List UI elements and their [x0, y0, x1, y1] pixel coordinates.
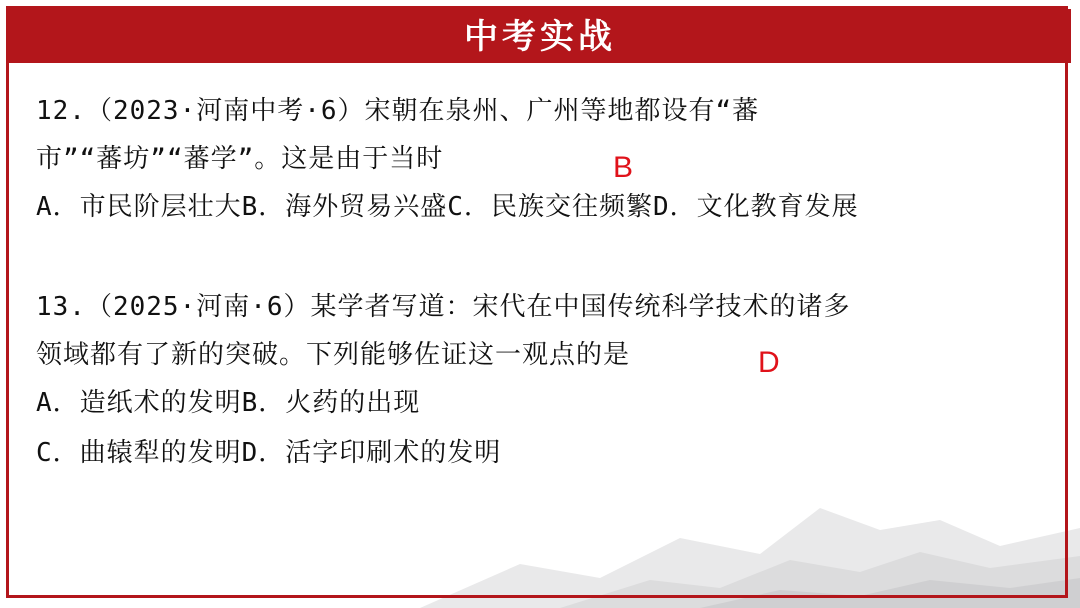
question-13-options-2: C．曲辕犁的发明D．活字印刷术的发明 [36, 438, 502, 468]
question-13-options-1: A．造纸术的发明B．火药的出现 [36, 388, 421, 418]
question-12-options: A．市民阶层壮大B．海外贸易兴盛C．民族交往频繁D．文化教育发展 [36, 192, 859, 222]
question-12-answer: B [613, 151, 634, 184]
question-13-answer: D [758, 346, 780, 379]
question-13-line-2: 领域都有了新的突破。下列能够佐证这一观点的是 [36, 340, 631, 370]
question-12-line-1: 12.（2023·河南中考·6）宋朝在泉州、广州等地都设有“蕃 [36, 96, 760, 126]
title-bar [9, 9, 1071, 63]
question-13-line-1: 13.（2025·河南·6）某学者写道：宋代在中国传统科学技术的诸多 [36, 292, 851, 322]
question-12-line-2: 市”“蕃坊”“蕃学”。这是由于当时 [36, 144, 444, 174]
slide-title: 中考实战 [464, 17, 616, 57]
